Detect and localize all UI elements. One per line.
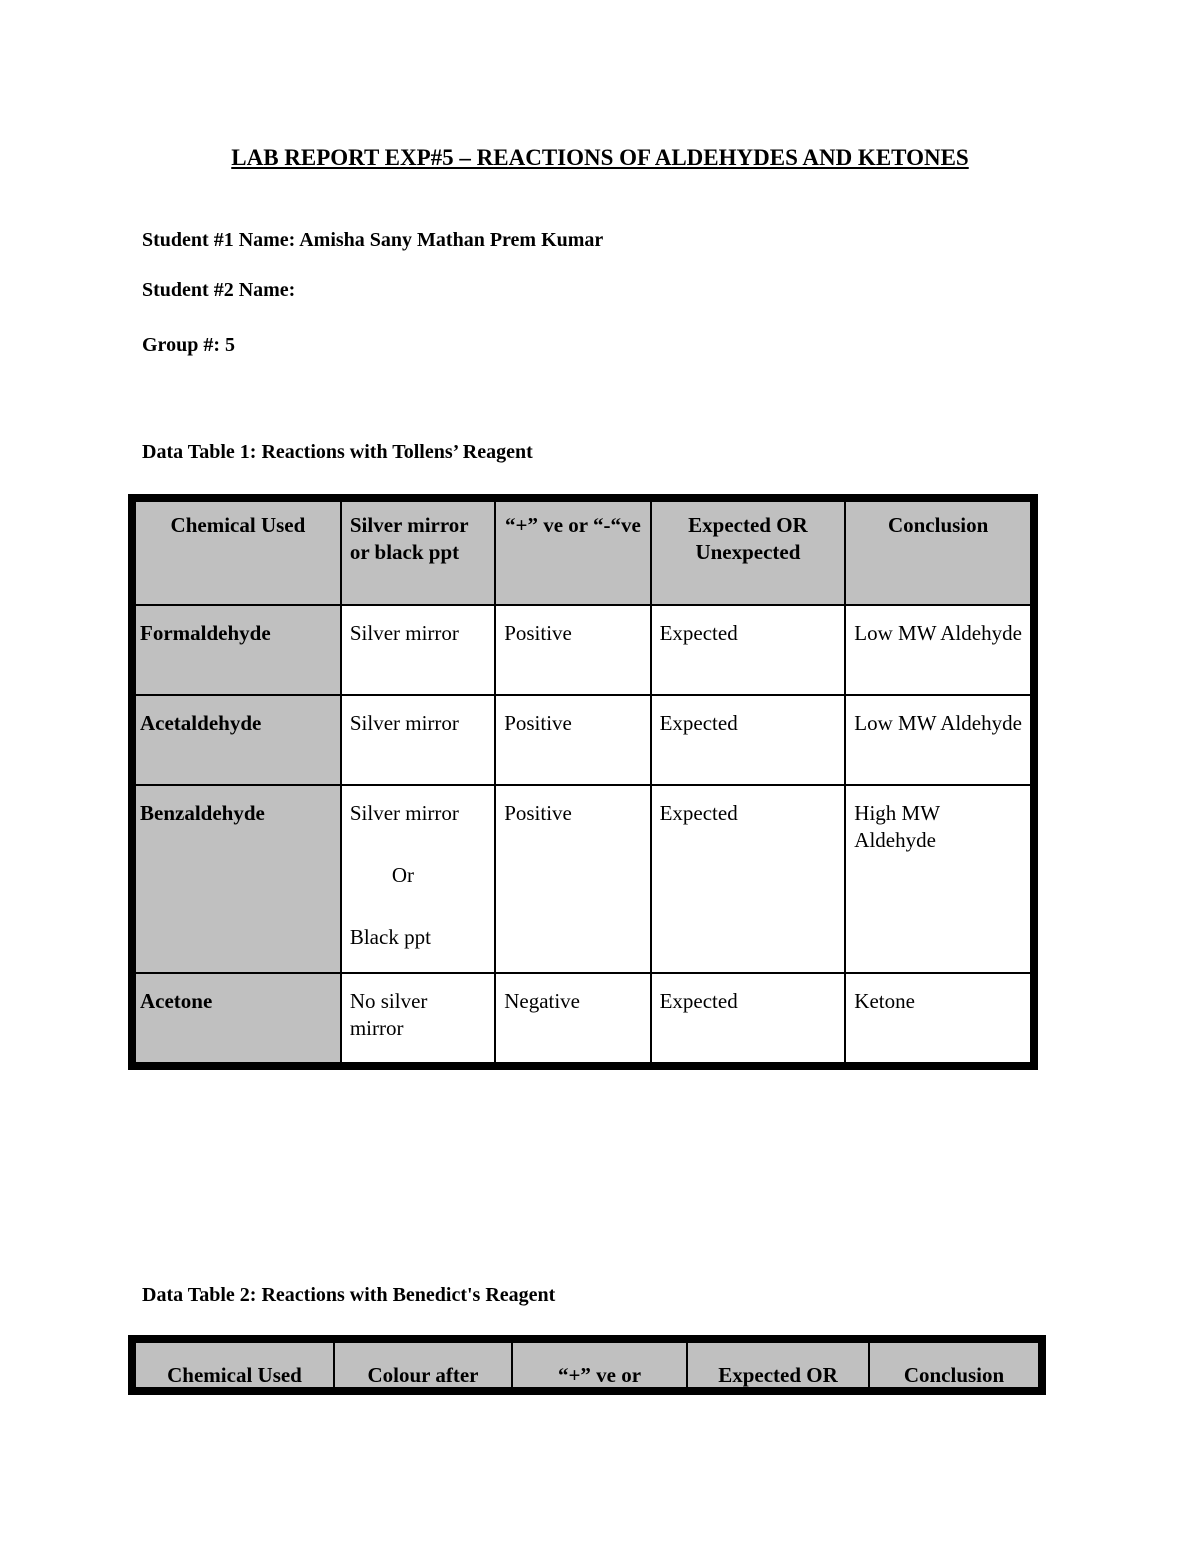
conclusion-cell: High MW Aldehyde [845, 785, 1034, 973]
table-row [132, 605, 1034, 695]
expected-cell: Expected [651, 973, 846, 1066]
result-cell: Silver mirror [341, 695, 495, 785]
header-sign: “+” ve or [512, 1339, 687, 1391]
page-title: LAB REPORT EXP#5 – REACTIONS OF ALDEHYDES AND KETONES [231, 145, 969, 170]
conclusion-cell: Low MW Aldehyde [845, 605, 1034, 695]
expected-cell: Expected [651, 785, 846, 973]
header-expected: Expected OR [687, 1339, 869, 1391]
sign-cell: Positive [495, 785, 650, 973]
header-expected: Expected OR Unexpected [651, 498, 846, 605]
table-row [132, 695, 1034, 785]
student-1-name: Student #1 Name: Amisha Sany Mathan Prem Kumar [142, 229, 604, 251]
chemical-cell: Acetone [132, 973, 341, 1066]
expected-cell: Expected [651, 695, 846, 785]
header-conclusion: Conclusion [869, 1339, 1042, 1391]
header-conclusion: Conclusion [845, 498, 1034, 605]
table-row [132, 973, 1034, 1066]
sign-cell: Negative [495, 973, 650, 1066]
benedicts-data-table [128, 1335, 1046, 1395]
table-header-row [132, 1339, 1042, 1391]
expected-cell: Expected [651, 605, 846, 695]
chemical-cell: Acetaldehyde [132, 695, 341, 785]
result-cell: Silver mirror [341, 605, 495, 695]
conclusion-cell: Low MW Aldehyde [845, 695, 1034, 785]
group-number: Group #: 5 [142, 334, 235, 356]
table-2-caption: Data Table 2: Reactions with Benedict's Reagent [142, 1284, 556, 1306]
header-sign: “+” ve or “-“ve [495, 498, 650, 605]
table-1-caption: Data Table 1: Reactions with Tollens’ Reagent [142, 441, 533, 463]
result-alt-text: Black ppt [349, 925, 431, 949]
table-row [132, 785, 1034, 973]
result-cell [341, 785, 495, 973]
result-text: Silver mirror [349, 801, 459, 825]
sign-cell: Positive [495, 605, 650, 695]
header-colour-after: Colour after [334, 1339, 512, 1391]
header-silver-mirror: Silver mirror or black ppt [341, 498, 495, 605]
tollens-data-table [128, 494, 1038, 1070]
chemical-cell: Benzaldehyde [132, 785, 341, 973]
chemical-cell: Formaldehyde [132, 605, 341, 695]
student-2-name: Student #2 Name: [142, 279, 296, 301]
header-chemical-used: Chemical Used [132, 498, 341, 605]
table-header-row [132, 498, 1034, 605]
conclusion-cell: Ketone [845, 973, 1034, 1066]
result-cell: No silver mirror [341, 973, 495, 1066]
sign-cell: Positive [495, 695, 650, 785]
header-chemical-used: Chemical Used [132, 1339, 334, 1391]
result-or-text: Or [391, 863, 415, 887]
